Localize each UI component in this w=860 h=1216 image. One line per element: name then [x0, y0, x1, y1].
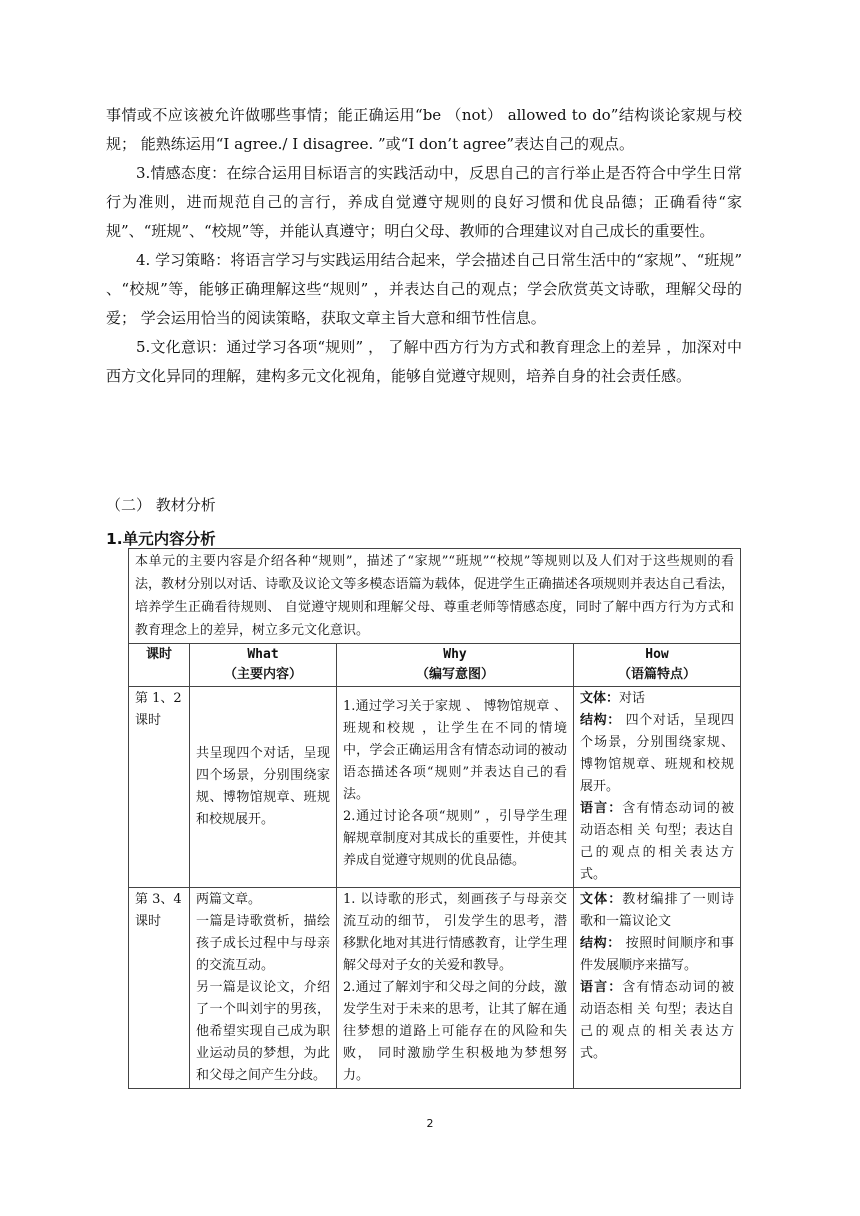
header-what — [190, 644, 337, 687]
how-genre — [580, 889, 734, 933]
why-point-1: 1. 以诗歌的形式，刻画孩子与母亲交流互动的细节， 引发学生的思考，潜移默化地对其进行情感教育，让学生理解父母对子女的关爱和教导。 — [343, 892, 567, 973]
why-cell — [337, 687, 574, 888]
how-structure-value: 四个对话，呈现四个场景，分别围绕家规、博物馆规章、班规和校规展开。 — [580, 713, 734, 794]
page-number: 2 — [426, 1117, 434, 1130]
why-cell — [337, 888, 574, 1089]
how-genre-value: 教材编排了一则诗歌和一篇议论文 — [580, 892, 734, 929]
how-structure-label: 结构： — [580, 713, 621, 728]
how-genre-label: 文体： — [580, 892, 623, 907]
intro-row — [129, 549, 741, 644]
unit-analysis-title: 1.单元内容分析 — [106, 530, 216, 548]
why-point-1: 1.通过学习关于家规 、 博物馆规章 、班规和校规 ，让学生在不同的情境中，学会正确运用含有情态动词的被动语态描述各项“规则”并表达自己的看法。 — [343, 699, 567, 802]
header-what-label: What — [247, 647, 279, 662]
header-period — [129, 644, 190, 687]
how-structure — [580, 710, 734, 798]
what-cell — [190, 888, 337, 1089]
how-language-value: 含有情态动词的被动语态相 关 句型；表达自己的观点的相关表达方式。 — [580, 980, 734, 1061]
paragraph-cultural-awareness: 5.文化意识：通过学习各项“规则” ， 了解中西方行为方式和教育理念上的差异 ，加深对中西方文化异同的理解，建构多元文化视角，能够自觉遵守规则，培养自身的社会责任感。 — [106, 338, 742, 385]
how-genre — [580, 688, 734, 710]
period-cell: 第 1、2 课时 — [129, 687, 190, 888]
table-row — [129, 888, 741, 1089]
how-structure — [580, 933, 734, 977]
header-how-sub: （语篇特点） — [617, 667, 696, 682]
objectives-text — [106, 101, 742, 391]
why-point-2: 2.通过讨论各项“规则” ，引导学生理解规章制度对其成长的重要性，并使其养成自觉遵守规则的优良品德。 — [343, 809, 567, 868]
what-line-1: 两篇文章。 — [196, 892, 262, 907]
how-structure-value: 按照时间顺序和事件发展顺序来描写。 — [580, 936, 734, 973]
paragraph-learning-strategy: 4. 学习策略：将语言学习与实践运用结合起来，学会描述自己日常生活中的“家规”、“班规” 、“校规”等，能够正确理解这些“规则” ，并表达自己的观点；学会欣赏英文诗歌，理解父母的爱； 学会运用恰当的阅读策略，获取文章主旨大意和细节性信息。 — [106, 251, 742, 327]
how-structure-label: 结构： — [580, 936, 621, 951]
section-title: （二） 教材分析 — [106, 496, 216, 514]
paragraph-skills-continued: 事情或不应该被允许做哪些事情；能正确运用“be （not） allowed to do”结构谈论家规与校规； 能熟练运用“I agree./ I disagree. ”或“I don’t agree”表达自己的观点。 — [106, 106, 742, 153]
header-why-sub: （编写意图） — [415, 667, 494, 682]
period-cell: 第 3、4 课时 — [129, 888, 190, 1089]
table-row — [129, 687, 741, 888]
header-row — [129, 644, 741, 687]
how-language-label: 语言： — [580, 801, 623, 816]
how-cell — [574, 888, 741, 1089]
header-how-label: How — [645, 647, 669, 662]
what-line-2: 一篇是诗歌赏析，描绘孩子成长过程中与母亲的交流互动。 — [196, 914, 330, 973]
header-period-label: 课时 — [145, 647, 172, 662]
how-language-value: 含有情态动词的被动语态相 关 句型；表达自己的观点的相关表达方式。 — [580, 801, 734, 882]
intro-cell: 本单元的主要内容是介绍各种“规则”，描述了“家规”“班规”“校规”等规则以及人们对于这些规则的看法，教材分别以对话、诗歌及议论文等多模态语篇为载体，促进学生正确描述各项规则并表达自己看法，培养学生正确看待规则、 自觉遵守规则和理解父母、尊重老师等情感态度，同时了解中西方行为方式和教育理念上的差异，树立多元文化意识。 — [129, 549, 741, 644]
paragraph-emotional-attitude: 3.情感态度：在综合运用目标语言的实践活动中，反思自己的言行举止是否符合中学生日常行为准则，进而规范自己的言行，养成自觉遵守规则的良好习惯和优良品德；正确看待“家规”、“班规”、“校规”等，并能认真遵守；明白父母、教师的合理建议对自己成长的重要性。 — [106, 164, 742, 240]
how-language — [580, 977, 734, 1065]
header-how — [574, 644, 741, 687]
how-language-label: 语言： — [580, 980, 623, 995]
how-genre-value: 对话 — [619, 691, 646, 706]
why-point-2: 2.通过了解刘宇和父母之间的分歧，激发学生对于未来的思考，让其了解在通往梦想的道路上可能存在的风险和失败， 同时激励学生积极地为梦想努力。 — [343, 980, 567, 1083]
how-genre-label: 文体： — [580, 691, 620, 706]
header-why-label: Why — [443, 647, 467, 662]
what-cell: 共呈现四个对话，呈现四个场景，分别围绕家规、博物馆规章、班规和校规展开。 — [190, 687, 337, 888]
how-cell — [574, 687, 741, 888]
header-what-sub: （主要内容） — [223, 667, 302, 682]
what-line-3: 另一篇是议论文，介绍了一个叫刘宇的男孩，他希望实现自己成为职业运动员的梦想，为此和父母之间产生分歧。 — [196, 980, 330, 1083]
unit-content-table — [128, 548, 741, 1089]
how-language — [580, 798, 734, 886]
header-why — [337, 644, 574, 687]
